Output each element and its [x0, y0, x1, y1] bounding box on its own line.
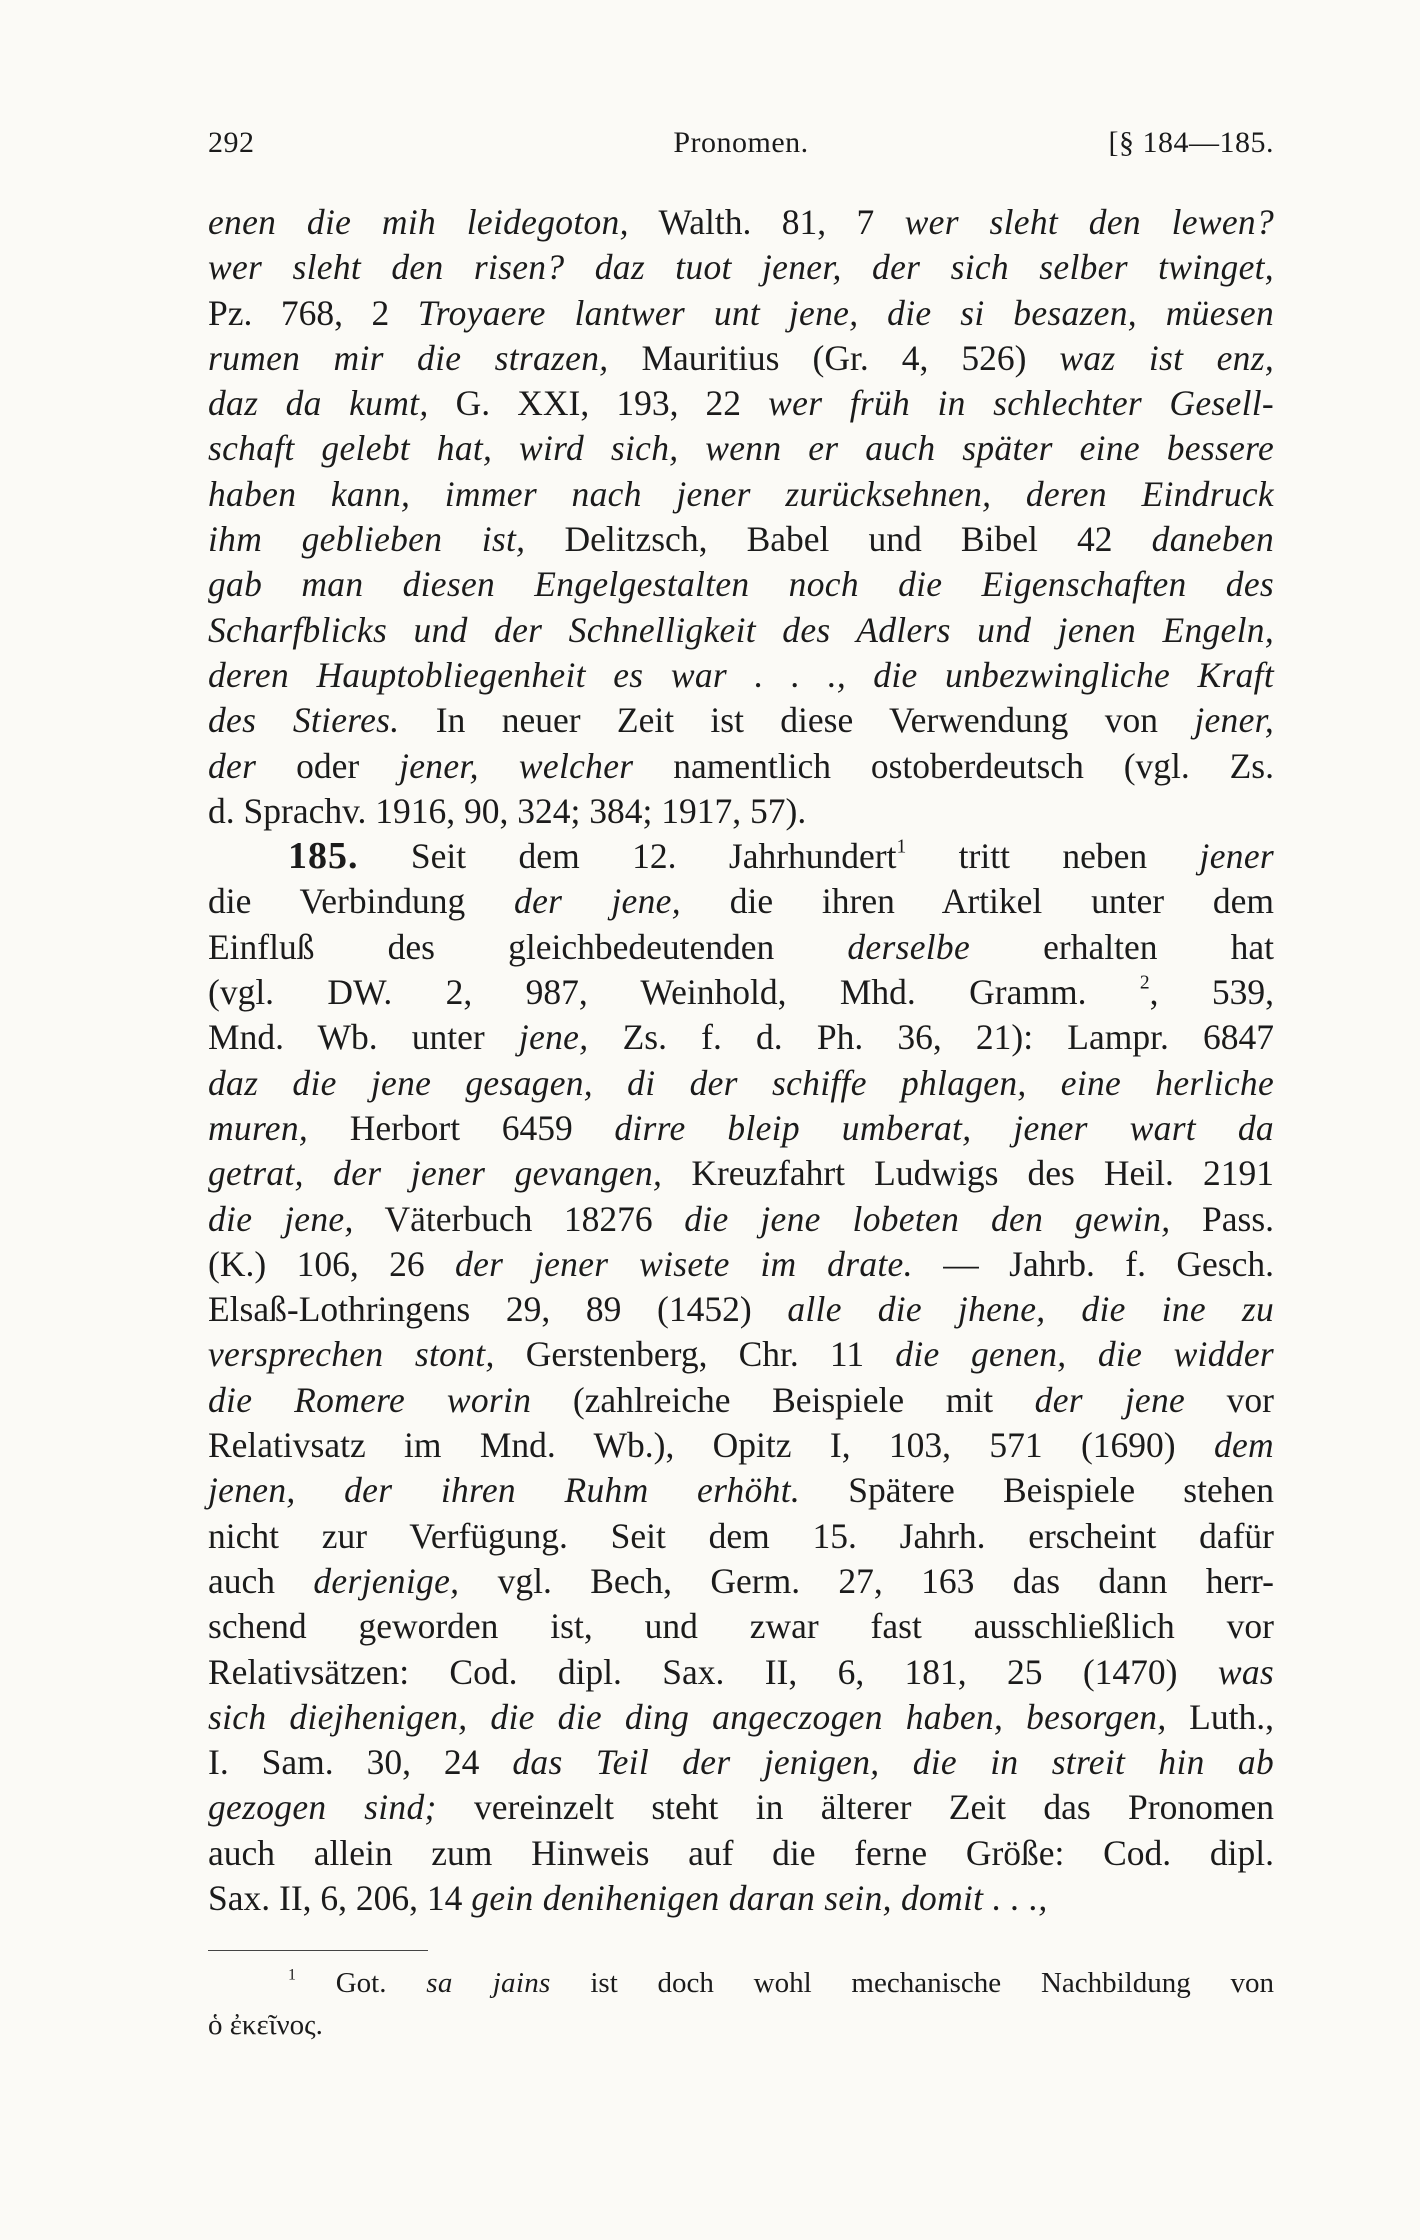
italic-quotation: jener, welcher: [399, 745, 634, 786]
text-run: Relativsatz im Mnd. Wb.), Opitz I, 103, 571 (1690): [208, 1425, 1214, 1466]
text-run: Seit dem 12. Jahrhundert: [358, 836, 897, 877]
text-run: Sax. II, 6, 206, 14: [208, 1877, 472, 1918]
text-run: nicht zur Verfügung. Seit dem 15. Jahrh. erscheint dafür: [208, 1515, 1274, 1556]
text-run: In neuer Zeit ist diese Verwendung von: [399, 700, 1195, 741]
text-line: [208, 925, 1274, 970]
text-run: Pz. 768, 2: [208, 292, 418, 333]
footnote-line: [208, 1962, 1274, 2004]
text-run: vereinzelt steht in älterer Zeit das Pronomen: [436, 1787, 1274, 1828]
page-number: 292: [208, 126, 255, 159]
text-line: [208, 1378, 1274, 1423]
text-line: [208, 472, 1274, 517]
italic-quotation: das Teil der jenigen, die in streit hin ab: [512, 1742, 1275, 1783]
text-line: [208, 1151, 1274, 1196]
text-line: [208, 245, 1274, 290]
italic-quotation: gab man diesen Engelgestalten noch die Eigenschaften des: [208, 564, 1274, 605]
footnote-line: [208, 2004, 1274, 2046]
italic-quotation: Scharfblicks und der Schnelligkeit des Adlers und jenen Engeln,: [208, 609, 1274, 650]
italic-quotation: die jene lobeten den gewin,: [684, 1198, 1171, 1239]
italic-quotation: derjenige,: [313, 1560, 460, 1601]
text-line: [208, 1332, 1274, 1377]
text-line: [208, 1061, 1274, 1106]
text-run: Väterbuch 18276: [353, 1198, 685, 1239]
section-reference: [§ 184—185.: [1108, 126, 1274, 159]
italic-quotation: schaft gelebt hat, wird sich, wenn er auch später eine bessere: [208, 428, 1274, 469]
italic-quotation: was: [1217, 1651, 1274, 1692]
italic-quotation: die unbezwingliche Kraft: [873, 654, 1274, 695]
text-line: [208, 1559, 1274, 1604]
italic-quotation: des Stieres.: [208, 700, 400, 741]
italic-quotation: daz die jene gesagen, di der schiffe phlagen, eine herliche: [208, 1062, 1274, 1103]
body-text: [208, 200, 1274, 1921]
text-line: [208, 653, 1274, 698]
italic-quotation: waz ist enz,: [1059, 337, 1274, 378]
text-run: erhalten hat: [970, 926, 1274, 967]
text-run: Relativsätzen: Cod. dipl. Sax. II, 6, 181, 25 (1470): [208, 1651, 1218, 1692]
text-line: [208, 1876, 1274, 1921]
italic-quotation: alle die jhene, die ine zu: [787, 1289, 1274, 1330]
italic-quotation: jene,: [518, 1017, 589, 1058]
text-run: die Verbindung: [208, 881, 515, 922]
italic-quotation: gezogen sind;: [208, 1787, 437, 1828]
italic-quotation: rumen mir die strazen,: [208, 337, 609, 378]
text-line: [208, 970, 1274, 1015]
italic-quotation: wer früh in schlechter Gesell-: [768, 383, 1275, 424]
text-line: [208, 1514, 1274, 1559]
footnotes: [208, 1962, 1274, 2046]
text-run: oder: [256, 745, 400, 786]
text-run: ist doch wohl mechanische Nachbildung von: [550, 1967, 1275, 1999]
text-run: Kreuzfahrt Ludwigs des Heil. 2191: [662, 1153, 1274, 1194]
text-line: [208, 834, 1274, 879]
text-line: [208, 879, 1274, 924]
text-line: [208, 1287, 1274, 1332]
italic-quotation: muren,: [208, 1107, 309, 1148]
text-line: [208, 744, 1274, 789]
text-line: [208, 1695, 1274, 1740]
text-line: [208, 336, 1274, 381]
italic-quotation: der jener wisete im drate.: [455, 1243, 913, 1284]
text-line: [208, 1106, 1274, 1151]
text-line: [208, 1785, 1274, 1830]
italic-quotation: daz da kumt,: [208, 383, 429, 424]
italic-quotation: jener: [1199, 836, 1274, 877]
text-run: die ihren Artikel unter dem: [680, 881, 1274, 922]
text-run: Gerstenberg, Chr. 11: [494, 1334, 896, 1375]
italic-quotation: deren Hauptobliegenheit es war . . .,: [208, 654, 847, 695]
text-line: [208, 1604, 1274, 1649]
italic-quotation: enen die mih leidegoton,: [208, 202, 629, 242]
text-run: d. Sprachv. 1916, 90, 324; 384; 1917, 57).: [208, 790, 807, 831]
text-run: G. XXI, 193, 22: [428, 383, 769, 424]
text-line: [208, 1015, 1274, 1060]
italic-quotation: daneben: [1151, 519, 1275, 560]
footnote-rule: [208, 1950, 428, 1951]
text-run: Einfluß des gleichbedeutenden: [208, 926, 848, 967]
italic-quotation: die Romere worin: [208, 1379, 532, 1420]
text-run: (zahlreiche Beispiele mit: [531, 1379, 1035, 1420]
italic-quotation: der: [208, 745, 257, 786]
text-line: [208, 1831, 1274, 1876]
text-run: ὁ ἐκεῖνος.: [208, 2009, 323, 2041]
text-run: (vgl. DW. 2, 987, Weinhold, Mhd. Gramm.: [208, 972, 1140, 1013]
text-run: auch: [208, 1560, 314, 1601]
italic-quotation: haben kann, immer nach jener zurücksehnen, deren Eindruck: [208, 473, 1274, 514]
footnote-marker: 2: [1139, 972, 1150, 994]
text-run: Walth. 81, 7: [628, 202, 905, 242]
italic-quotation: die jene,: [208, 1198, 354, 1239]
running-head: [208, 126, 1274, 176]
italic-quotation: gein denihenigen daran sein, domit . . .,: [471, 1877, 1048, 1918]
italic-quotation: wer sleht den lewen?: [904, 202, 1274, 242]
text-line: [208, 381, 1274, 426]
text-line: [208, 562, 1274, 607]
text-run: Elsaß-Lothringens 29, 89 (1452): [208, 1289, 788, 1330]
italic-quotation: die genen, die widder: [895, 1334, 1274, 1375]
text-line: [208, 698, 1274, 743]
italic-quotation: der jene: [1034, 1379, 1186, 1420]
text-line: [208, 1197, 1274, 1242]
text-run: Got.: [295, 1967, 427, 1999]
text-line: [208, 1423, 1274, 1468]
text-line: [208, 200, 1274, 245]
italic-quotation: versprechen stont,: [208, 1334, 495, 1375]
italic-quotation: dirre bleip umberat, jener wart da: [614, 1107, 1274, 1148]
section-number: 185.: [288, 835, 359, 878]
text-run: Zs. f. d. Ph. 36, 21): Lampr. 6847: [588, 1017, 1274, 1058]
text-line: [208, 789, 1274, 834]
text-run: namentlich ostoberdeutsch (vgl. Zs.: [633, 745, 1274, 786]
italic-quotation: sich diejhenigen, die die ding angeczogen haben, besorgen,: [208, 1696, 1167, 1737]
text-run: [846, 655, 873, 695]
text-line: [208, 517, 1274, 562]
footnote-marker: 1: [288, 1966, 296, 1984]
text-run: Mauritius (Gr. 4, 526): [608, 337, 1060, 378]
text-run: Mnd. Wb. unter: [208, 1017, 519, 1058]
text-run: Pass.: [1170, 1198, 1275, 1239]
text-line: [208, 1468, 1274, 1513]
text-line: [208, 1740, 1274, 1785]
text-line: [208, 291, 1274, 336]
running-title: Pronomen.: [673, 126, 809, 159]
italic-quotation: jener,: [1194, 700, 1274, 741]
italic-quotation: getrat, der jener gevangen,: [208, 1153, 663, 1194]
italic-quotation: sa jains: [426, 1967, 551, 1999]
text-run: vgl. Bech, Germ. 27, 163 das dann herr-: [459, 1560, 1274, 1601]
text-run: — Jahrb. f. Gesch.: [912, 1243, 1275, 1284]
text-run: tritt neben: [906, 836, 1200, 877]
text-run: Luth.,: [1166, 1696, 1274, 1737]
text-line: [208, 426, 1274, 471]
text-line: [208, 608, 1274, 653]
text-run: I. Sam. 30, 24: [208, 1742, 513, 1783]
text-line: [208, 1650, 1274, 1695]
text-run: (K.) 106, 26: [208, 1243, 456, 1284]
text-run: auch allein zum Hinweis auf die ferne Größe: Cod. dipl.: [208, 1832, 1274, 1873]
italic-quotation: dem: [1213, 1425, 1274, 1466]
footnote-marker: 1: [896, 836, 907, 858]
text-run: Herbort 6459: [308, 1107, 615, 1148]
italic-quotation: ihm geblieben ist,: [208, 519, 526, 560]
text-run: vor: [1185, 1379, 1275, 1420]
italic-quotation: jenen, der ihren Ruhm erhöht.: [208, 1470, 801, 1511]
italic-quotation: Troyaere lantwer unt jene, die si besazen, müesen: [417, 292, 1275, 333]
text-line: [208, 1242, 1274, 1287]
italic-quotation: wer sleht den risen? daz tuot jener, der sich selber twinget,: [208, 247, 1274, 288]
text-run: , 539,: [1149, 972, 1275, 1013]
text-run: Delitzsch, Babel und Bibel 42: [525, 519, 1152, 560]
text-run: schend geworden ist, und zwar fast ausschließlich vor: [208, 1606, 1274, 1647]
italic-quotation: derselbe: [847, 926, 971, 967]
italic-quotation: der jene,: [514, 881, 681, 922]
text-run: Spätere Beispiele stehen: [800, 1470, 1274, 1511]
